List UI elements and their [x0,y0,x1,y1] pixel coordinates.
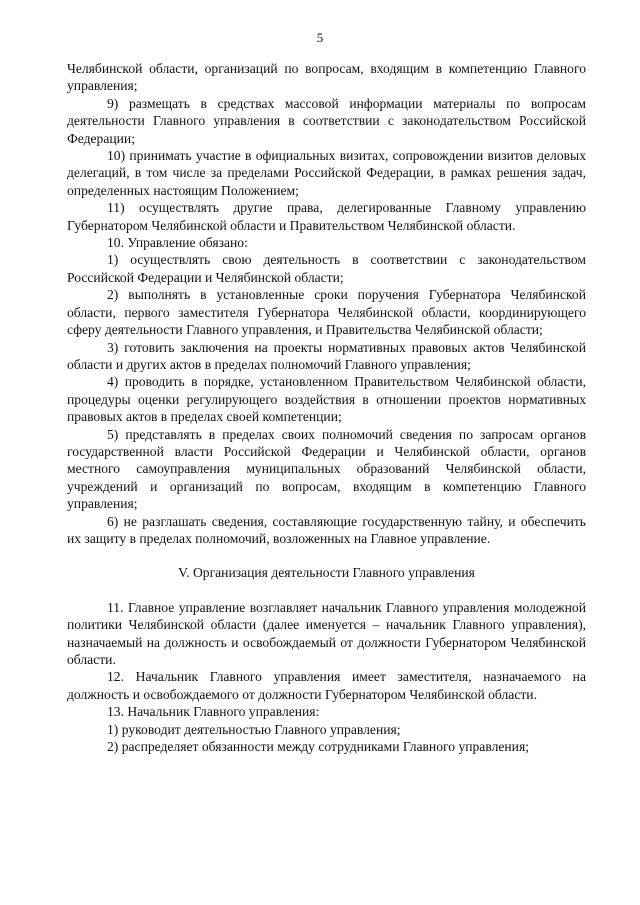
page-number: 5 [316,30,324,45]
paragraph-duty-1: 1) осуществлять свою деятельность в соответствии с законодательством Российской Федерации и Челябинской области; [67,252,586,285]
paragraph-duty-4: 4) проводить в порядке, установленном Правительством Челябинской области, процедуры оценки регулирующего воздействия в отношении проектов нормативных правовых актов в пределах своей компетенции; [67,374,586,425]
paragraph-duty-5: 5) представлять в пределах своих полномочий сведения по запросам органов государственной власти Российской Федерации и Челябинской области, органов местного самоуправления муниципальных образований Челябинской области, учреждений и организаций по вопросам, входящим в компетенцию Главного управления; [67,426,586,512]
paragraph-right-9: 9) размещать в средствах массовой информации материалы по вопросам деятельности Главного управления в соответствии с законодательством Российской Федерации; [67,95,586,146]
paragraph-continuation: Челябинской области, организаций по вопросам, входящим в компетенцию Главного управления; [67,61,586,94]
paragraph-clause-10: 10. Управление обязано: [107,235,248,251]
paragraph-clause-11: 11. Главное управление возглавляет начальник Главного управления молодежной политики Челябинской области (далее именуется – начальник Главного управления), назначаемый на должность и освобождаемый от должности Губернатором Челябинской области. [67,599,586,667]
paragraph-duty-6: 6) не разглашать сведения, составляющие государственную тайну, и обеспечить их защиту в пределах полномочий, возложенных на Главное управление. [67,513,586,546]
paragraph-head-duty-2: 2) распределяет обязанности между сотрудниками Главного управления; [107,739,529,755]
section-heading: V. Организация деятельности Главного управления [178,565,475,581]
paragraph-head-duty-1: 1) руководит деятельностью Главного управления; [107,721,401,737]
document-body [67,60,586,755]
paragraph-right-10: 10) принимать участие в официальных визитах, сопровождении визитов деловых делегаций, в том числе за пределами Российской Федерации, в рамках решения задач, определенных настоящим Положением; [67,148,586,198]
paragraph-duty-3: 3) готовить заключения на проекты нормативных правовых актов Челябинской области и других актов в пределах полномочий Главного управления; [67,339,586,372]
paragraph-duty-2: 2) выполнять в установленные сроки поручения Губернатора Челябинской области, первого заместителя Губернатора Челябинской области, координирующего сферу деятельности Главного управления, и Правительства Челябинской области; [67,287,586,338]
paragraph-clause-13: 13. Начальник Главного управления: [107,704,320,720]
paragraph-right-11: 11) осуществлять другие права, делегированные Главному управлению Губернатором Челябинской области и Правительством Челябинской области. [67,200,586,233]
paragraph-clause-12: 12. Начальник Главного управления имеет заместителя, назначаемого на должность и освобождаемого от должности Губернатором Челябинской области. [67,669,586,702]
